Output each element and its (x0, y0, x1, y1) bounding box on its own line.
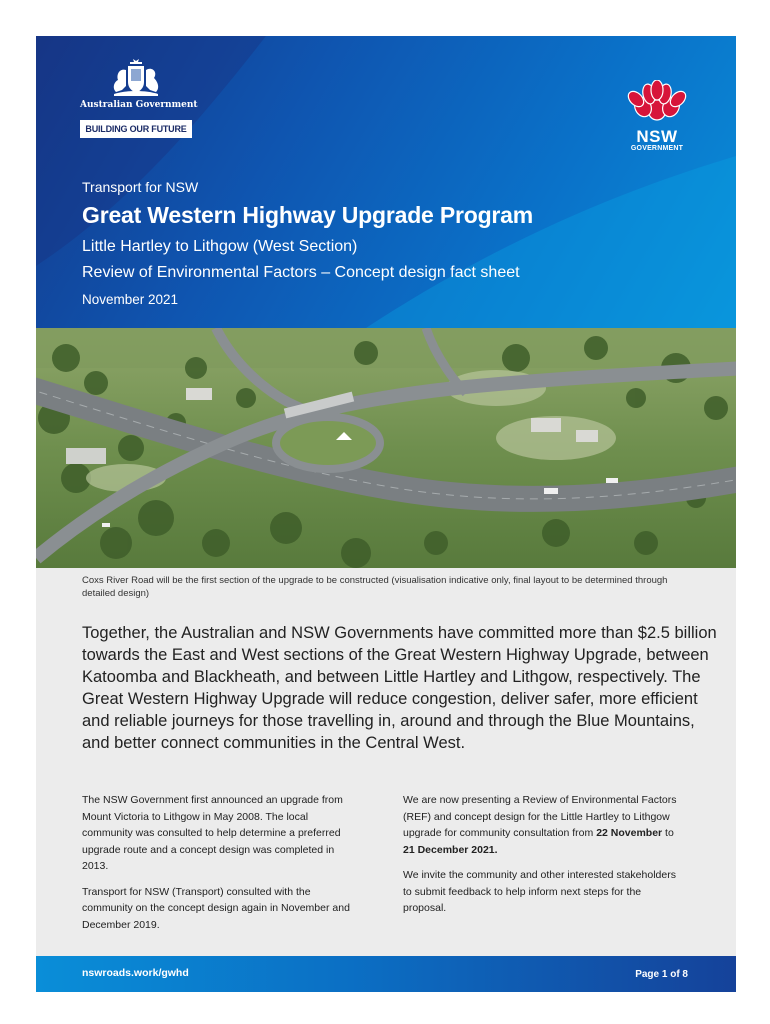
australian-government-label: Australian Government (80, 100, 198, 110)
right-text-column (403, 792, 678, 926)
feedback-invite-paragraph: We invite the community and other interested stakeholders to submit feedback to help inform next steps for the proposal. (403, 869, 676, 914)
footer-bar (36, 956, 736, 992)
left-text-column (82, 792, 357, 942)
date-join-text: to (662, 827, 674, 839)
ref-consultation-text: We are now presenting a Review of Environmental Factors (REF) and concept design for the Little Hartley to Lithgow upgrade for community consultation from (403, 794, 677, 839)
coat-of-arms-icon (104, 58, 168, 98)
consultation-start-date: 22 November (596, 827, 663, 839)
nsw-government-logo (624, 80, 690, 152)
nsw-government-wordmark: GOVERNMENT (630, 145, 684, 152)
page-number: Page 1 of 8 (635, 969, 688, 980)
consultation-2019-paragraph: Transport for NSW (Transport) consulted with the community on the concept design again in November and December 2019. (82, 885, 350, 931)
document-title: Great Western Highway Upgrade Program (82, 202, 534, 228)
publication-date: November 2021 (82, 292, 179, 307)
fact-sheet-page (36, 36, 736, 992)
nsw-wordmark: NSW (636, 127, 678, 146)
waratah-flower-icon (627, 80, 687, 122)
intro-paragraph: Together, the Australian and NSW Governments have committed more than $2.5 billion towards the East and West sections of the Great Western Highway Upgrade, between Katoomba and Blackheath, and between Little Hartley and Lithgow, respectively. The Great Western Highway Upgrade will reduce congestion, deliver safer, more efficient and reliable journeys for those travelling in, around and through the Blue Mountains, and better connect communities in the Central West. (82, 624, 717, 752)
agency-name: Transport for NSW (82, 179, 199, 195)
ref-consultation-paragraph (403, 792, 678, 858)
document-subtitle-section: Little Hartley to Lithgow (West Section) (82, 238, 358, 255)
history-paragraph: The NSW Government first announced an upgrade from Mount Victoria to Lithgow in May 2008. The local community was consulted to help determine a preferred upgrade route and a concept design was completed in 2013. (82, 794, 343, 872)
consultation-end-date: 21 December 2021. (403, 843, 498, 856)
australian-government-logo (80, 58, 198, 138)
photo-caption: Coxs River Road will be the first section of the upgrade to be constructed (visualisation indicative only, final layout to be determined through detailed design) (82, 575, 668, 599)
project-website-link[interactable]: nswroads.work/gwhd (82, 967, 189, 979)
document-subtitle-type: Review of Environmental Factors – Concept design fact sheet (82, 264, 520, 281)
header-banner (36, 36, 736, 328)
highway-interchange-visualisation (36, 328, 736, 568)
building-our-future-badge: BUILDING OUR FUTURE (80, 120, 191, 138)
